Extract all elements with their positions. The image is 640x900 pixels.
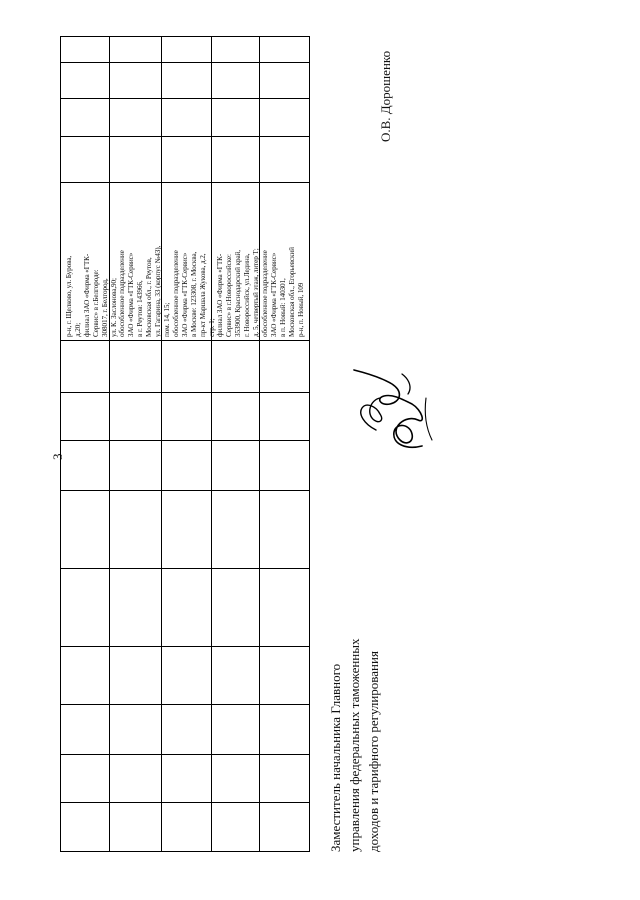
column-divider xyxy=(61,340,309,341)
column-divider xyxy=(61,98,309,99)
data-table xyxy=(60,36,310,852)
handwritten-signature xyxy=(336,362,440,454)
column-divider xyxy=(61,62,309,63)
column-divider xyxy=(61,136,309,137)
column-divider xyxy=(61,182,309,183)
row-divider xyxy=(211,37,212,851)
column-divider xyxy=(61,802,309,803)
signatory-position: Заместитель начальника Главного управления федеральных таможенных доходов и тарифного регулирования xyxy=(328,638,381,852)
address-cell: р-н, г. Щелково, ул. Бурова, д.20; филиал ЗАО «Фирма «ГТК- Сервис» в г.Белгороде: 308017, г. Белгород, ул. К. Заслонова,90; обособленное подразделение ЗАО «Фирма «ГТК-Сервис» в г. Реутов: 143966, Московская обл., г. Реутов, ул. Гагарина, 33 (корпус №43), пом. 14, 15; обособленное подразделение ЗАО «Фирма «ГТК-Сервис» в Москве: 123308, г. Москва, пр-кт Маршала Жукова, д.2, стр. 1; филиал ЗАО «Фирма «ГТК- Сервис» в г.Новороссийске: 353900, Краснодарский край, г. Новороссийск, ул.Ледина, д. 5, четвертый этаж, литер Т; обособленное подразделение ЗАО «Фирма «ГТК-Сервис» в п. Новый: 140301, Московская обл., Егорьевский р-н, п. Новый, 109 xyxy=(65,245,305,337)
row-divider xyxy=(109,37,110,851)
row-divider xyxy=(161,37,162,851)
column-divider xyxy=(61,754,309,755)
column-divider xyxy=(61,646,309,647)
page-number: 3 xyxy=(50,453,65,460)
row-divider xyxy=(259,37,260,851)
column-divider xyxy=(61,704,309,705)
column-divider xyxy=(61,490,309,491)
signatory-name: О.В. Дорошенко xyxy=(378,50,393,142)
column-divider xyxy=(61,392,309,393)
column-divider xyxy=(61,440,309,441)
column-divider xyxy=(61,568,309,569)
